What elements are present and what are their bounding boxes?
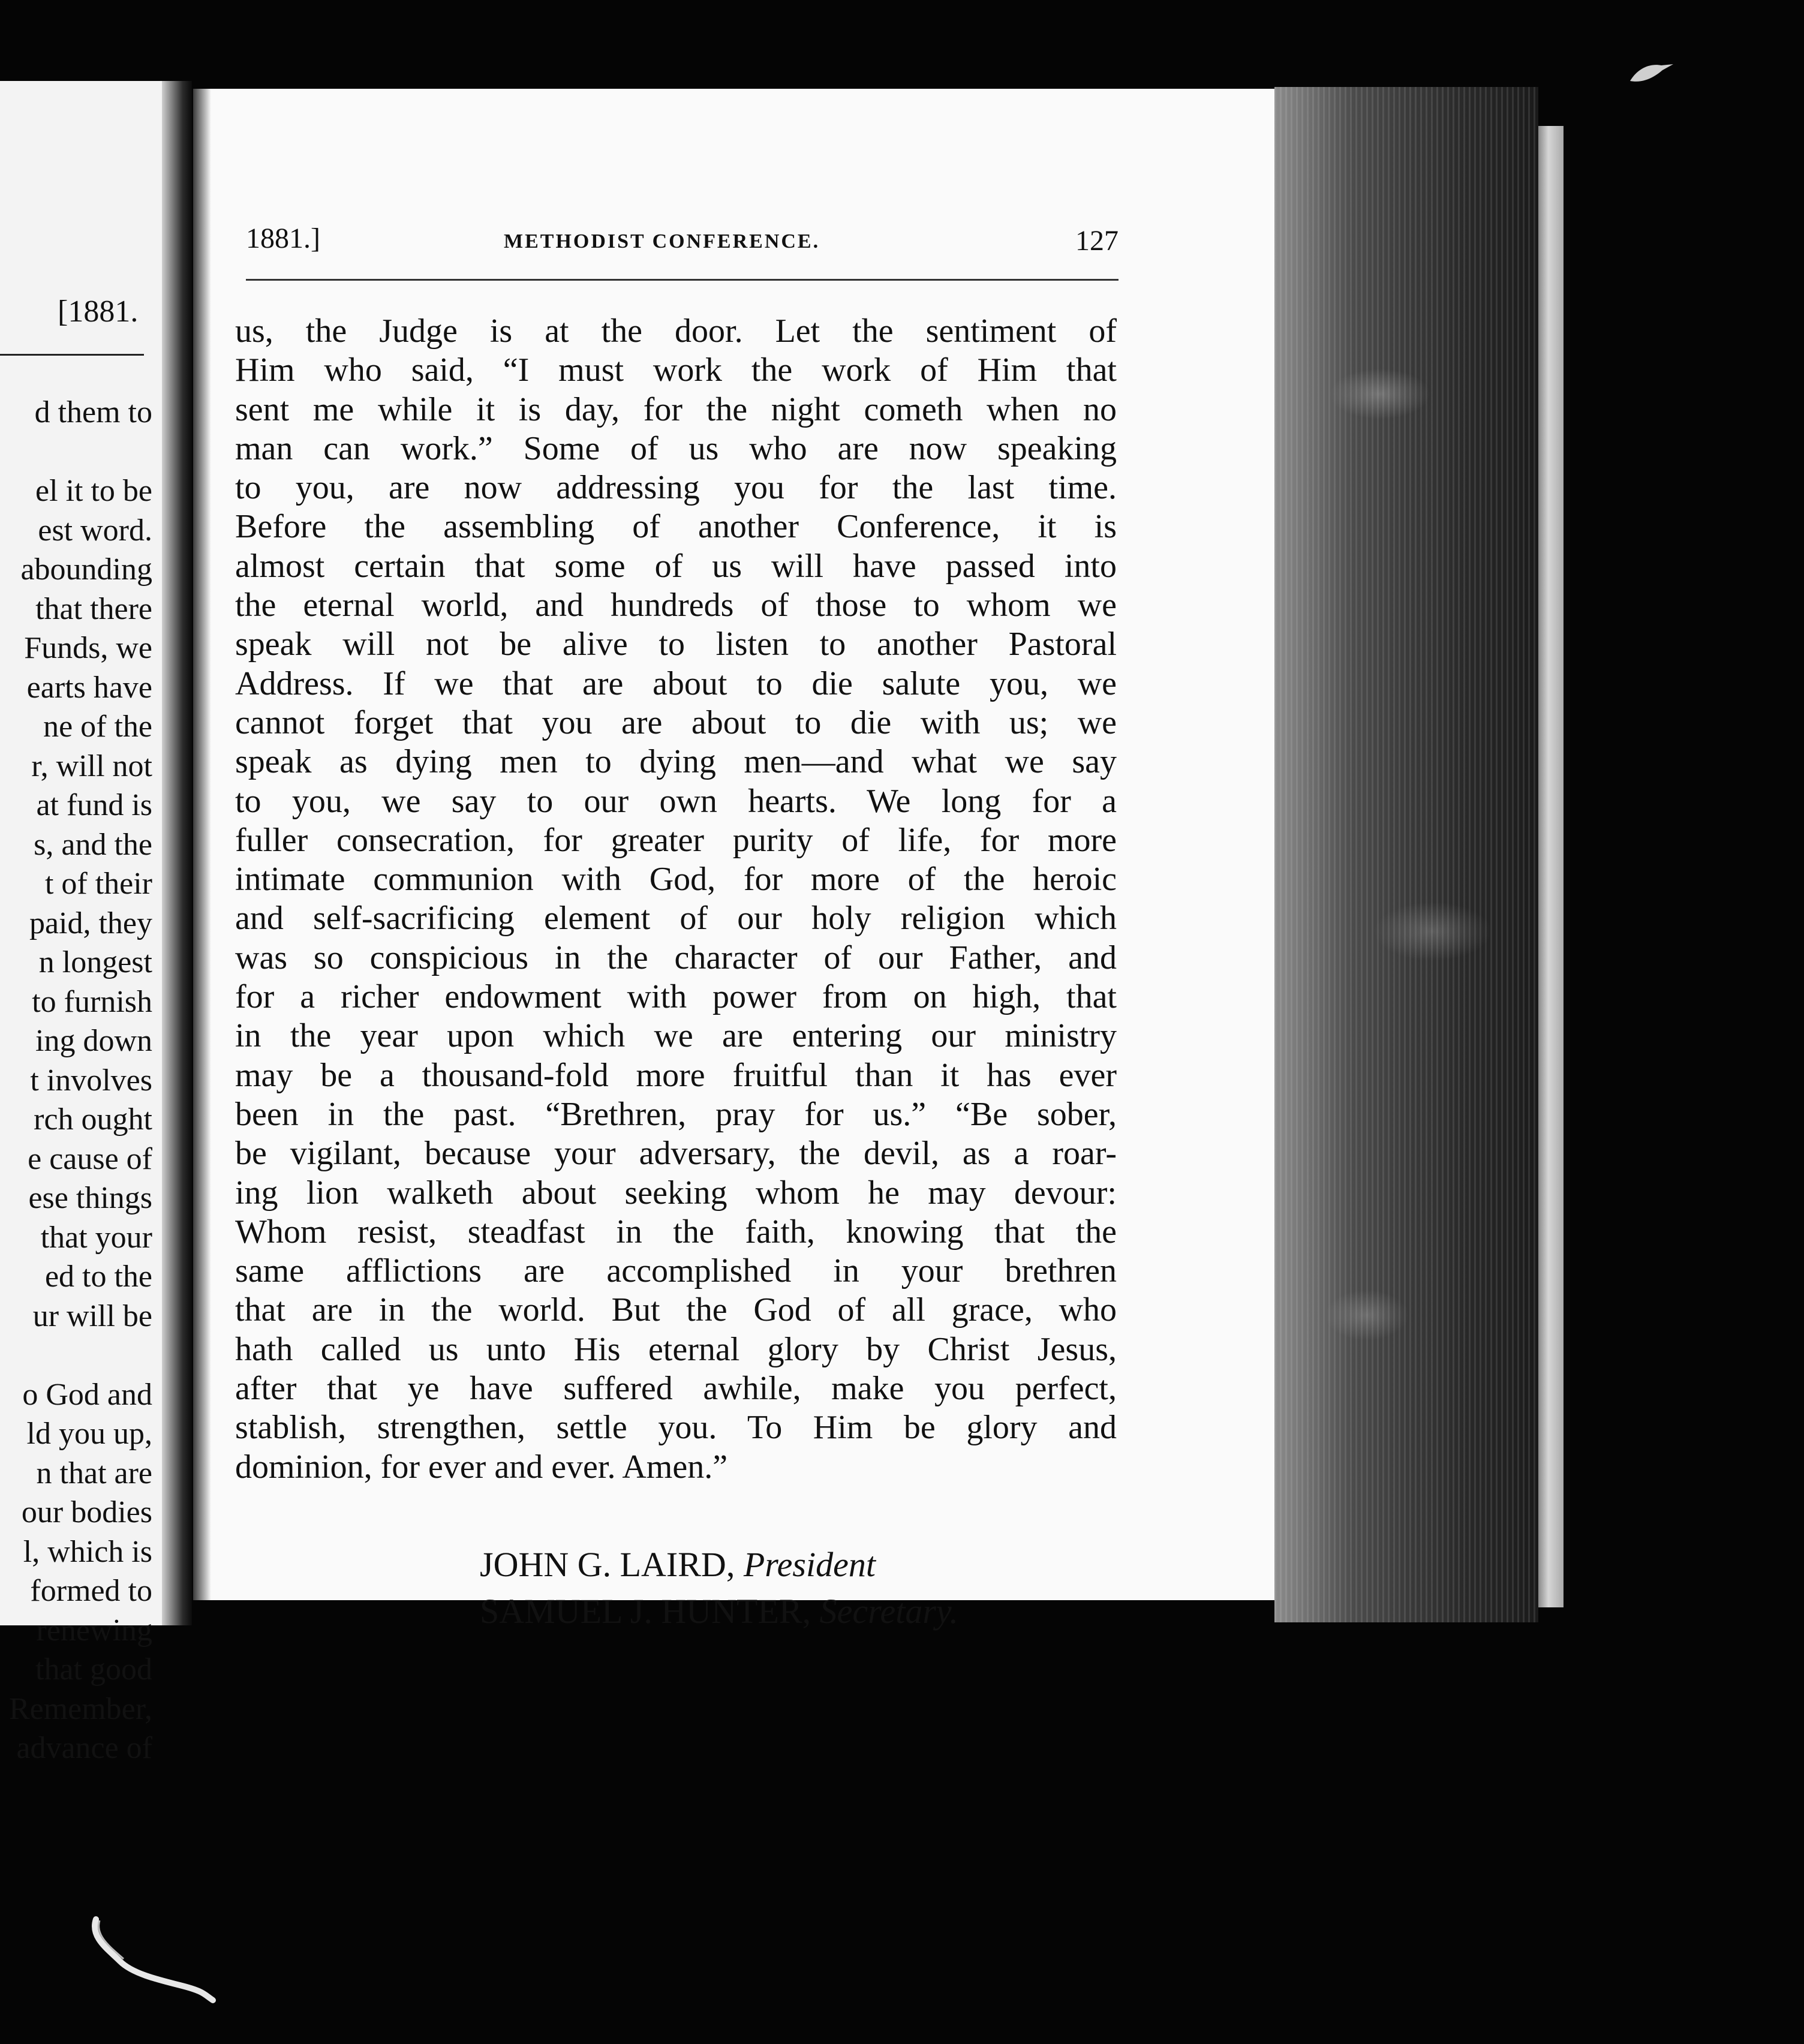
signature-name: JOHN G. LAIRD, xyxy=(480,1545,735,1584)
text-line: speak will not be alive to listen to another Pastoral xyxy=(235,626,1117,663)
signature-title: President xyxy=(743,1545,876,1584)
previous-page-line: rch ought xyxy=(34,1102,152,1137)
signature-title: Secretary. xyxy=(819,1592,958,1631)
previous-page-line: est word. xyxy=(38,513,152,548)
previous-page-line: Remember, xyxy=(8,1691,152,1726)
previous-page-line: Funds, we xyxy=(24,631,152,665)
running-head-year: 1881.] xyxy=(246,223,320,254)
previous-page-line: renewing xyxy=(36,1613,152,1648)
text-line: man can work.” Some of us who are now speaking xyxy=(235,429,1117,467)
previous-page-line: ing down xyxy=(35,1024,152,1058)
previous-page-line: el it to be xyxy=(35,474,152,508)
text-line: Him who said, “I must work the work of Him that xyxy=(235,351,1117,389)
text-line: us, the Judge is at the door. Let the sentiment of xyxy=(235,312,1117,350)
bookmark-ribbon-icon xyxy=(84,1913,222,2003)
text-line: to you, are now addressing you for the last time. xyxy=(235,469,1117,507)
text-line: Address. If we that are about to die salute you, we xyxy=(235,665,1117,702)
marbled-page-edge xyxy=(1274,87,1538,1622)
text-line: that are in the world. But the God of all grace, who xyxy=(235,1291,1117,1329)
previous-page-line: earts have xyxy=(26,670,152,705)
text-line: was so conspicious in the character of our Father, and xyxy=(235,939,1117,976)
text-line: ing lion walketh about seeking whom he may devour: xyxy=(235,1174,1117,1212)
previous-page-line: e cause of xyxy=(28,1141,152,1176)
previous-page-line: to furnish xyxy=(32,984,152,1019)
previous-page-line: ur will be xyxy=(32,1298,152,1333)
previous-page-line: ld you up, xyxy=(26,1417,152,1451)
previous-page-line: that good xyxy=(35,1652,152,1687)
previous-page-line: at fund is xyxy=(36,788,152,822)
previous-page-line xyxy=(0,1336,152,1375)
text-line: fuller consecration, for greater purity of life, for more xyxy=(235,821,1117,859)
text-line: for a richer endowment with power from on high, that xyxy=(235,978,1117,1016)
text-line: intimate communion with God, for more of the heroic xyxy=(235,861,1117,898)
previous-page-line: that your xyxy=(40,1220,152,1255)
text-line: cannot forget that you are about to die with us; we xyxy=(235,704,1117,741)
previous-page-line: l, which is xyxy=(23,1534,152,1569)
running-head-title: METHODIST CONFERENCE. xyxy=(504,230,820,253)
signature-name: SAMUEL J. HUNTER, xyxy=(480,1592,811,1631)
previous-page-line: r, will not xyxy=(31,749,152,783)
previous-page-line: ed to the xyxy=(44,1260,152,1294)
text-line: hath called us unto His eternal glory by Christ Jesus, xyxy=(235,1330,1117,1368)
previous-page-line: s, and the xyxy=(34,827,152,862)
previous-page-line: abounding xyxy=(20,552,152,587)
text-line: after that ye have suffered awhile, make you perfect, xyxy=(235,1370,1117,1408)
previous-page-line: n longest xyxy=(38,945,152,979)
previous-page-line: n that are xyxy=(36,1456,152,1490)
text-line: been in the past. “Brethren, pray for us.” “Be sober, xyxy=(235,1095,1117,1133)
previous-page-line: t of their xyxy=(44,867,152,901)
text-line: Whom resist, steadfast in the faith, knowing that the xyxy=(235,1213,1117,1251)
page-number: 127 xyxy=(1075,225,1119,257)
dust-speck-icon xyxy=(1625,57,1679,93)
text-line: may be a thousand-fold more fruitful than it has ever xyxy=(235,1056,1117,1094)
previous-page-line: t involves xyxy=(30,1063,152,1098)
previous-page-line: ese things xyxy=(28,1181,152,1215)
previous-page-line: ne of the xyxy=(43,710,152,744)
signature-secretary xyxy=(480,1588,958,1635)
text-line: stablish, strengthen, settle you. To Him be glory and xyxy=(235,1409,1117,1447)
previous-page-line: our bodies xyxy=(21,1495,152,1529)
text-line: almost certain that some of us will have passed into xyxy=(235,547,1117,585)
signature-block xyxy=(480,1541,958,1635)
text-line: sent me while it is day, for the night cometh when no xyxy=(235,390,1117,428)
text-line: be vigilant, because your adversary, the devil, as a roar- xyxy=(235,1135,1117,1173)
text-line: Before the assembling of another Conference, it is xyxy=(235,508,1117,546)
text-line: same afflictions are accomplished in your brethren xyxy=(235,1252,1117,1290)
binding-gutter-shadow xyxy=(193,89,211,1600)
text-line: to you, we say to our own hearts. We long for a xyxy=(235,782,1117,820)
body-paragraph xyxy=(235,312,1117,1487)
previous-page-line: formed to xyxy=(30,1574,152,1608)
previous-page-line xyxy=(0,432,152,472)
signature-president xyxy=(480,1541,958,1588)
text-line: in the year upon which we are entering our ministry xyxy=(235,1017,1117,1055)
running-head xyxy=(246,222,1119,264)
previous-page-text xyxy=(0,393,152,1768)
text-line: the eternal world, and hundreds of those to whom we xyxy=(235,587,1117,624)
previous-page-fragment xyxy=(0,81,174,1765)
previous-page-head-rule xyxy=(0,354,144,356)
previous-page-line: advance of xyxy=(16,1731,152,1765)
book-board-edge xyxy=(1538,126,1564,1607)
text-line: and self-sacrificing element of our holy religion which xyxy=(235,900,1117,937)
previous-page-line: paid, they xyxy=(29,906,152,940)
head-rule xyxy=(246,279,1119,281)
previous-page-running-head: [1881. xyxy=(58,294,139,329)
previous-page-line: o God and xyxy=(22,1377,152,1412)
previous-page-line: d them to xyxy=(34,395,152,429)
text-line: dominion, for ever and ever. Amen.” xyxy=(235,1448,728,1486)
binding-gutter-left xyxy=(162,81,192,1625)
text-line: speak as dying men to dying men—and what we say xyxy=(235,743,1117,781)
previous-page-line: that there xyxy=(35,591,152,626)
